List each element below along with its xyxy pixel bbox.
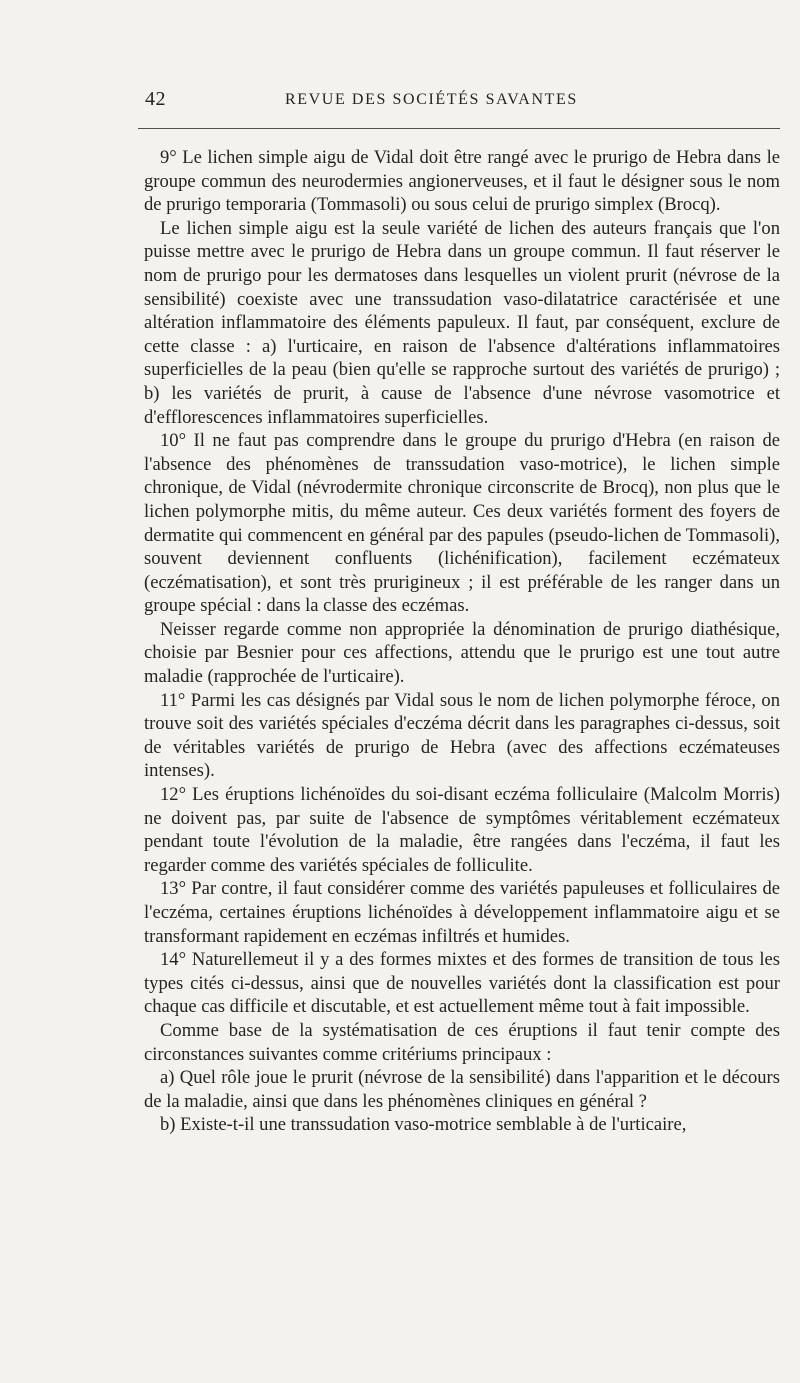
paragraph: Neisser regarde comme non appropriée la dénomination de prurigo diathésique, choisie par Besnier pour ces affections, attendu que le prurigo est une tout autre maladie (rapprochée de l'urticaire).: [144, 618, 780, 688]
paragraph: a) Quel rôle joue le prurit (névrose de la sensibilité) dans l'apparition et le décours de la maladie, ainsi que dans les phénomènes cliniques en général ?: [144, 1067, 780, 1112]
running-title: REVUE DES SOCIÉTÉS SAVANTES: [285, 91, 578, 108]
paragraph: 10° Il ne faut pas comprendre dans le groupe du prurigo d'Hebra (en raison de l'absence des phénomènes de transsudation vaso-motrice), le lichen simple chronique, de Vidal (névrodermite chronique circonscrite de Brocq), non plus que le lichen polymorphe mitis, du même auteur. Ces deux variétés forment des foyers de dermatite qui commencent en général par des papules (pseudo-lichen de Tommasoli), souvent deviennent confluents (lichénification), facilement eczémateux (eczématisation), et sont très prurigineux ; il est préférable de les ranger dans un groupe spécial : dans la classe des eczémas.: [144, 430, 780, 617]
paragraph: 14° Naturellemeut il y a des formes mixtes et des formes de transition de tous les types cités ci-dessus, ainsi que de nouvelles variétés dont la classification est pour chaque cas difficile et discutable, et est actuellement même tout à fait impossible.: [144, 949, 780, 1018]
paragraph: 11° Parmi les cas désignés par Vidal sous le nom de lichen polymorphe féroce, on trouve soit des variétés spéciales d'eczéma décrit dans les paragraphes ci-dessus, soit de véritables variétés de prurigo de Hebra (avec des affections eczémateuses intenses).: [144, 689, 780, 782]
header-rule: [138, 128, 780, 129]
paragraph: b) Existe-t-il une transsudation vaso-motrice semblable à de l'urticaire,: [160, 1114, 687, 1136]
paragraph: Le lichen simple aigu est la seule variété de lichen des auteurs français que l'on puisse mettre avec le prurigo de Hebra dans un groupe commun. Il faut réserver le nom de prurigo pour les dermatoses dans lesquelles un violent prurit (névrose de la sensibilité) coexiste avec une transsudation vaso-dilatatrice caractérisée et une altération inflammatoire des éléments papuleux. Il faut, par conséquent, exclure de cette classe : a) l'urticaire, en raison de l'absence d'altérations inflammatoires superficielles de la peau (bien qu'elle se rapproche surtout des variétés de prurigo) ; b) les variétés de prurit, à cause de l'absence d'une névrose vasomotrice et d'efflorescences inflammatoires superficielles.: [144, 217, 780, 428]
body-text: [144, 146, 780, 1137]
paragraph: Comme base de la systématisation de ces éruptions il faut tenir compte des circonstances suivantes comme critériums principaux :: [144, 1019, 780, 1065]
page-header: [145, 88, 780, 118]
paragraph: 9° Le lichen simple aigu de Vidal doit être rangé avec le prurigo de Hebra dans le groupe commun des neurodermies angionerveuses, et il faut le désigner sous le nom de prurigo temporaria (Tommasoli) ou sous celui de prurigo simplex (Brocq).: [144, 147, 780, 216]
paragraph: 12° Les éruptions lichénoïdes du soi-disant eczéma folliculaire (Malcolm Morris) ne doivent pas, par suite de l'absence de symptômes véritablement eczémateux pendant toute l'évolution de la maladie, être rangées dans l'eczéma, il faut les regarder comme des variétés spéciales de folliculite.: [144, 784, 780, 876]
paragraph: 13° Par contre, il faut considérer comme des variétés papuleuses et folliculaires de l'eczéma, certaines éruptions lichénoïdes à développement inflammatoire aigu et se transformant rapidement en eczémas infiltrés et humides.: [144, 878, 780, 947]
page-number: 42: [145, 88, 166, 110]
